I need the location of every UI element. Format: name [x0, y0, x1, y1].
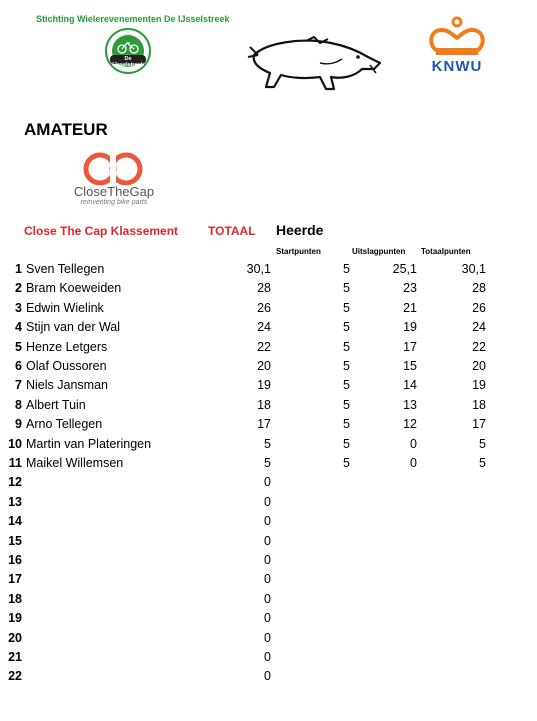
rider-name: Stijn van der Wal: [26, 320, 121, 335]
rider-name: Bram Koeweiden: [26, 281, 122, 296]
total-points: 24: [257, 320, 271, 335]
total-points: 0: [264, 533, 271, 548]
position-number: 10: [8, 436, 22, 451]
position-number: 3: [15, 300, 22, 315]
sum-points: 5: [479, 436, 486, 451]
position-number: 16: [8, 553, 22, 567]
start-points: 5: [343, 359, 350, 373]
position-number: 4: [15, 320, 22, 335]
start-points: 5: [343, 436, 350, 451]
total-points: 0: [264, 630, 271, 645]
section-title: AMATEUR: [24, 120, 108, 139]
rider-name: Niels Jansman: [26, 378, 108, 393]
result-points: 12: [403, 417, 417, 432]
result-points: 15: [403, 359, 417, 373]
total-points-header: Totaalpunten: [421, 247, 471, 256]
position-number: 18: [8, 591, 22, 606]
total-points: 0: [264, 669, 271, 684]
sum-points: 19: [472, 378, 486, 393]
position-number: 9: [15, 417, 22, 432]
table-row: [0, 495, 537, 514]
table-row: [0, 592, 537, 611]
sum-points: 24: [472, 320, 486, 335]
rider-name: Henze Letgers: [26, 339, 108, 354]
result-points: 0: [410, 456, 417, 470]
total-points: 30,1: [246, 262, 271, 276]
knwu-text: KNWU: [431, 58, 483, 75]
table-row: [0, 534, 537, 553]
rider-name: Arno Tellegen: [26, 417, 103, 432]
start-points: 5: [343, 339, 350, 354]
start-points: 5: [343, 281, 350, 296]
total-points: 0: [264, 494, 271, 509]
rider-name: Maikel Willemsen: [26, 456, 124, 470]
position-number: 17: [8, 572, 22, 587]
sum-points: 22: [472, 339, 486, 354]
table-row: [0, 669, 537, 688]
boar-logo: [246, 33, 386, 95]
position-number: 12: [8, 475, 22, 490]
position-number: 7: [15, 378, 22, 393]
total-points: 0: [264, 572, 271, 587]
standings-title: Close The Cap Klassement: [24, 224, 179, 238]
result-points: 14: [403, 378, 417, 393]
sum-points: 26: [472, 300, 486, 315]
start-points: 5: [343, 262, 350, 276]
result-points: 19: [403, 320, 417, 335]
position-number: 14: [8, 514, 22, 529]
table-row: [0, 398, 537, 417]
table-row: [0, 553, 537, 572]
position-number: 2: [15, 281, 22, 296]
position-number: 22: [8, 669, 22, 684]
sum-points: 28: [472, 281, 486, 296]
position-number: 19: [8, 611, 22, 626]
race-header: Heerde: [276, 222, 324, 238]
total-points: 0: [264, 650, 271, 664]
table-row: [0, 650, 537, 669]
result-points: 17: [403, 339, 417, 354]
result-points-header: Uitslagpunten: [352, 247, 406, 256]
table-row: [0, 631, 537, 650]
knwu-logo: [424, 16, 490, 76]
result-points: 23: [403, 281, 417, 296]
table-row: [0, 456, 537, 475]
table-row: [0, 262, 537, 281]
start-points: 5: [343, 378, 350, 393]
table-row: [0, 281, 537, 300]
start-points: 5: [343, 417, 350, 432]
position-number: 1: [15, 262, 22, 276]
total-points: 0: [264, 591, 271, 606]
table-row: [0, 611, 537, 630]
total-points: 18: [257, 397, 271, 412]
position-number: 15: [8, 533, 22, 548]
table-row: [0, 320, 537, 339]
club-logo-text: De IJsselstreek: [112, 56, 144, 68]
sponsor-name: CloseTheGap: [73, 184, 155, 199]
result-points: 25,1: [392, 262, 417, 276]
total-points: 0: [264, 611, 271, 626]
sum-points: 20: [472, 359, 486, 373]
start-points: 5: [343, 300, 350, 315]
table-row: [0, 359, 537, 378]
start-points-header: Startpunten: [276, 247, 321, 256]
position-number: 11: [8, 456, 22, 470]
total-points: 26: [257, 300, 271, 315]
rider-name: Martin van Plateringen: [26, 436, 152, 451]
table-row: [0, 437, 537, 456]
total-points: 22: [257, 339, 271, 354]
total-points: 20: [257, 359, 271, 373]
sponsor-tagline: reinventing bike parts: [80, 199, 148, 206]
position-number: 20: [8, 630, 22, 645]
organization-name: Stichting Wielerevenementen De IJsselstreek: [36, 14, 230, 24]
rider-name: Edwin Wielink: [26, 300, 104, 315]
sum-points: 17: [472, 417, 486, 432]
table-row: [0, 514, 537, 533]
total-points: 0: [264, 475, 271, 490]
table-row: [0, 340, 537, 359]
total-points: 5: [264, 436, 271, 451]
total-points: 5: [264, 456, 271, 470]
position-number: 5: [15, 339, 22, 354]
total-points: 19: [257, 378, 271, 393]
table-row: [0, 301, 537, 320]
total-points: 0: [264, 514, 271, 529]
position-number: 21: [8, 650, 22, 664]
rider-name: Albert Tuin: [26, 397, 86, 412]
table-row: [0, 572, 537, 591]
position-number: 13: [8, 494, 22, 509]
total-header: TOTAAL: [208, 224, 256, 238]
sum-points: 30,1: [461, 262, 486, 276]
total-points: 28: [257, 281, 271, 296]
table-row: [0, 417, 537, 436]
sponsor-logo: [60, 152, 170, 212]
position-number: 6: [15, 359, 22, 373]
rider-name: Sven Tellegen: [26, 262, 105, 276]
start-points: 5: [343, 320, 350, 335]
start-points: 5: [343, 456, 350, 470]
table-row: [0, 378, 537, 397]
result-points: 13: [403, 397, 417, 412]
table-row: [0, 475, 537, 494]
start-points: 5: [343, 397, 350, 412]
total-points: 17: [257, 417, 271, 432]
rider-name: Olaf Oussoren: [26, 359, 107, 373]
sum-points: 18: [472, 397, 486, 412]
result-points: 21: [403, 300, 417, 315]
sum-points: 5: [479, 456, 486, 470]
result-points: 0: [410, 436, 417, 451]
position-number: 8: [15, 397, 22, 412]
total-points: 0: [264, 553, 271, 567]
club-logo: [105, 28, 151, 74]
